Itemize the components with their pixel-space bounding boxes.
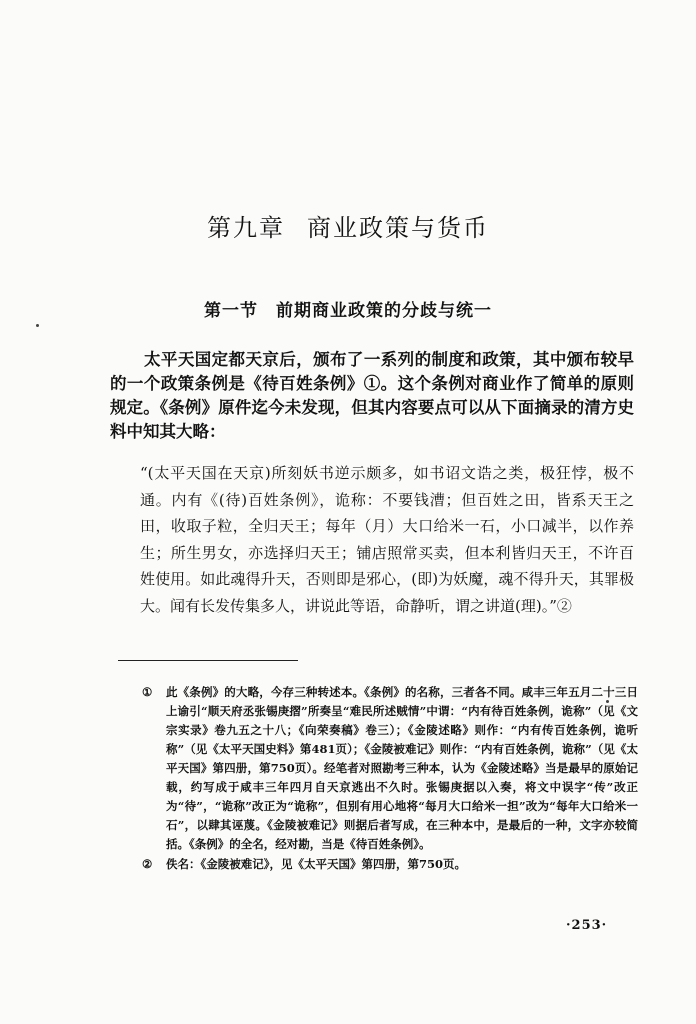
scan-speck — [36, 324, 39, 327]
footnotes — [142, 683, 638, 874]
scan-speck — [606, 700, 609, 703]
footnote-marker: ② — [142, 857, 153, 871]
section-number: 第一节 — [204, 301, 258, 321]
chapter-number: 第九章 — [207, 214, 285, 242]
page-number: ·253· — [566, 918, 608, 933]
section-title-text: 前期商业政策的分歧与统一 — [276, 301, 492, 321]
body-paragraph — [110, 348, 634, 444]
footnote-item — [142, 683, 638, 854]
section-heading — [0, 296, 696, 321]
chapter-heading — [0, 208, 696, 243]
paragraph-text: 太平天国定都天京后，颁布了一系列的制度和政策，其中颁布较早的一个政策条例是《待百姓条例》①。这个条例对商业作了简单的原则规定。《条例》原件迄今未发现，但其内容要点可以从下面摘录的清方史料中知其大略： — [110, 350, 634, 441]
footnote-text: 此《条例》的大略，今存三种转述本。《条例》的名称，三者各不同。咸丰三年五月二十三日上谕引“顺天府丞张锡庚摺”所奏呈“难民所述贼情”中谓：“内有待百姓条例，诡称”（见《文宗实录》卷九五之十八；《向荣奏稿》卷三）；《金陵述略》则作：“内有传百姓条例，诡听称”（见《太平天国史料》第481页）；《金陵被难记》则作：“内有百姓条例，诡称”（见《太平天国》第四册，第750页）。经笔者对照勘考三种本，认为《金陵述略》当是最早的原始记载，约写成于咸丰三年四月自天京逃出不久时。张锡庚据以入奏，将文中误字“传”改正为“待”，“诡称”改正为“诡称”，但别有用心地将“每月大口给米一担”改为“每年大口给米一石”，以肆其诬蔑。《金陵被难记》则据后者写成，在三种本中，是最后的一种，文字亦较简括。《条例》的全名，经对勘，当是《待百姓条例》。 — [166, 685, 638, 851]
footnote-item — [142, 855, 638, 874]
block-quotation — [140, 460, 634, 619]
footnote-text: 佚名：《金陵被难记》，见《太平天国》第四册，第750页。 — [166, 857, 467, 871]
footnote-divider — [118, 660, 298, 661]
chapter-title-text: 商业政策与货币 — [307, 214, 489, 242]
quotation-text: “(太平天国在天京)所刻妖书逆示颇多，如书诏文诰之类，极狂悖，极不通。内有《(待)百姓条例》，诡称：不要钱漕；但百姓之田，皆系天王之田，收取子粒，全归天王；每年（月）大口给米一石，小口减半，以作养生；所生男女，亦选择归天王；铺店照常买卖，但本利皆归天王，不许百姓使用。如此魂得升天，否则即是邪心，(即)为妖魔，魂不得升天，其罪极大。闻有长发传集多人，讲说此等语，命静听，谓之讲道(理)。”② — [140, 464, 634, 615]
footnote-marker: ① — [142, 685, 153, 699]
